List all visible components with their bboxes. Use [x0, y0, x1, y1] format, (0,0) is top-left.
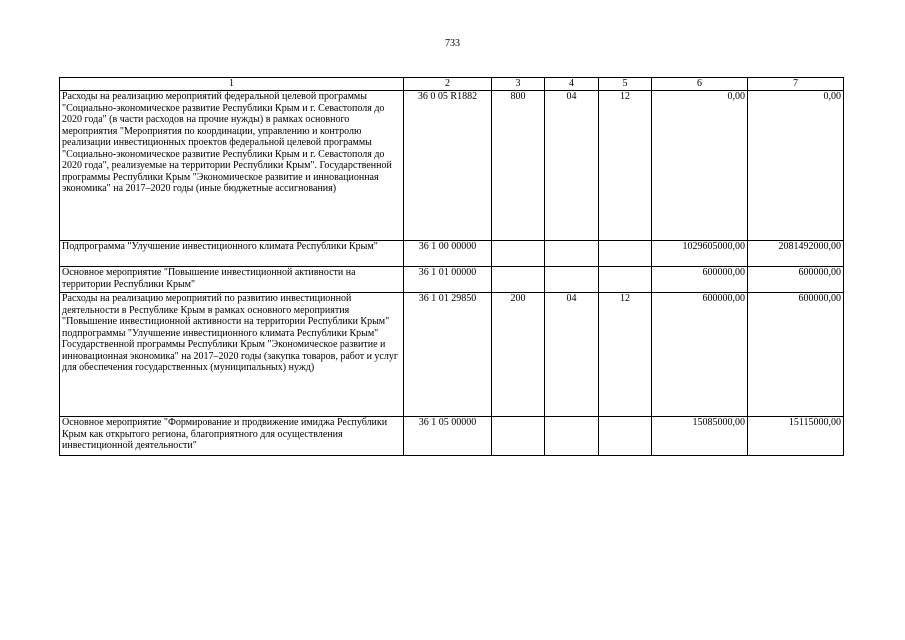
row-code: 36 1 01 29850 [404, 293, 492, 417]
header-col-6: 6 [652, 78, 748, 91]
row-subsection: 12 [599, 293, 652, 417]
row-description: Расходы на реализацию мероприятий федеральной целевой программы "Социально-экономическое развитие Республики Крым и г. Севастополя до 2020 года" (в части расходов на прочие нужды) в рамках основного мероприятия "Мероприятия по координации, управлению и контролю реализации инвестиционных проектов федеральной целевой программы "Социально-экономическое развитие Республики Крым и г. Севастополя до 2020 года", реализуемые на территории Республики Крым". Государственной программы Республики Крым "Экономическое развитие и инновационная экономика" на 2017–2020 годы (иные бюджетные ассигнования) [60, 91, 404, 241]
row-section: 04 [545, 91, 599, 241]
table-row [60, 267, 844, 293]
row-code: 36 0 05 R1882 [404, 91, 492, 241]
row-description: Подпрограмма "Улучшение инвестиционного климата Республики Крым" [60, 241, 404, 267]
row-amount-col7: 15115000,00 [748, 417, 844, 456]
row-description: Расходы на реализацию мероприятий по развитию инвестиционной деятельности в Республике Крым в рамках основного мероприятия "Повышение инвестиционной активности на территории Республики Крым" подпрограммы "Улучшение инвестиционного климата Республики Крым" Государственной программы Республики Крым "Экономическое развитие и инновационная экономика" на 2017–2020 годы (закупка товаров, работ и услуг для обеспечения государственных (муниципальных) нужд) [60, 293, 404, 417]
table-row [60, 417, 844, 456]
row-section: 04 [545, 293, 599, 417]
row-subsection: 12 [599, 91, 652, 241]
row-amount-col6: 600000,00 [652, 293, 748, 417]
row-code: 36 1 01 00000 [404, 267, 492, 293]
row-code: 36 1 05 00000 [404, 417, 492, 456]
row-amount-col6: 600000,00 [652, 267, 748, 293]
row-subsection [599, 267, 652, 293]
row-amount-col7: 2081492000,00 [748, 241, 844, 267]
table-header-row [60, 78, 844, 91]
row-expense-type [492, 267, 545, 293]
row-amount-col7: 0,00 [748, 91, 844, 241]
budget-table [59, 77, 844, 456]
row-expense-type [492, 241, 545, 267]
row-amount-col7: 600000,00 [748, 293, 844, 417]
row-amount-col6: 15085000,00 [652, 417, 748, 456]
table-row [60, 91, 844, 241]
row-section [545, 417, 599, 456]
header-col-1: 1 [60, 78, 404, 91]
row-description: Основное мероприятие "Формирование и продвижение имиджа Республики Крым как открытого региона, благоприятного для осуществления инвестиционной деятельности" [60, 417, 404, 456]
row-code: 36 1 00 00000 [404, 241, 492, 267]
header-col-5: 5 [599, 78, 652, 91]
row-section [545, 267, 599, 293]
row-description: Основное мероприятие "Повышение инвестиционной активности на территории Республики Крым" [60, 267, 404, 293]
row-expense-type: 200 [492, 293, 545, 417]
table-row [60, 241, 844, 267]
header-col-4: 4 [545, 78, 599, 91]
row-expense-type [492, 417, 545, 456]
table-row [60, 293, 844, 417]
row-amount-col7: 600000,00 [748, 267, 844, 293]
row-subsection [599, 417, 652, 456]
header-col-2: 2 [404, 78, 492, 91]
row-expense-type: 800 [492, 91, 545, 241]
row-section [545, 241, 599, 267]
header-col-7: 7 [748, 78, 844, 91]
row-subsection [599, 241, 652, 267]
row-amount-col6: 0,00 [652, 91, 748, 241]
row-amount-col6: 1029605000,00 [652, 241, 748, 267]
header-col-3: 3 [492, 78, 545, 91]
page-number: 733 [445, 38, 460, 49]
